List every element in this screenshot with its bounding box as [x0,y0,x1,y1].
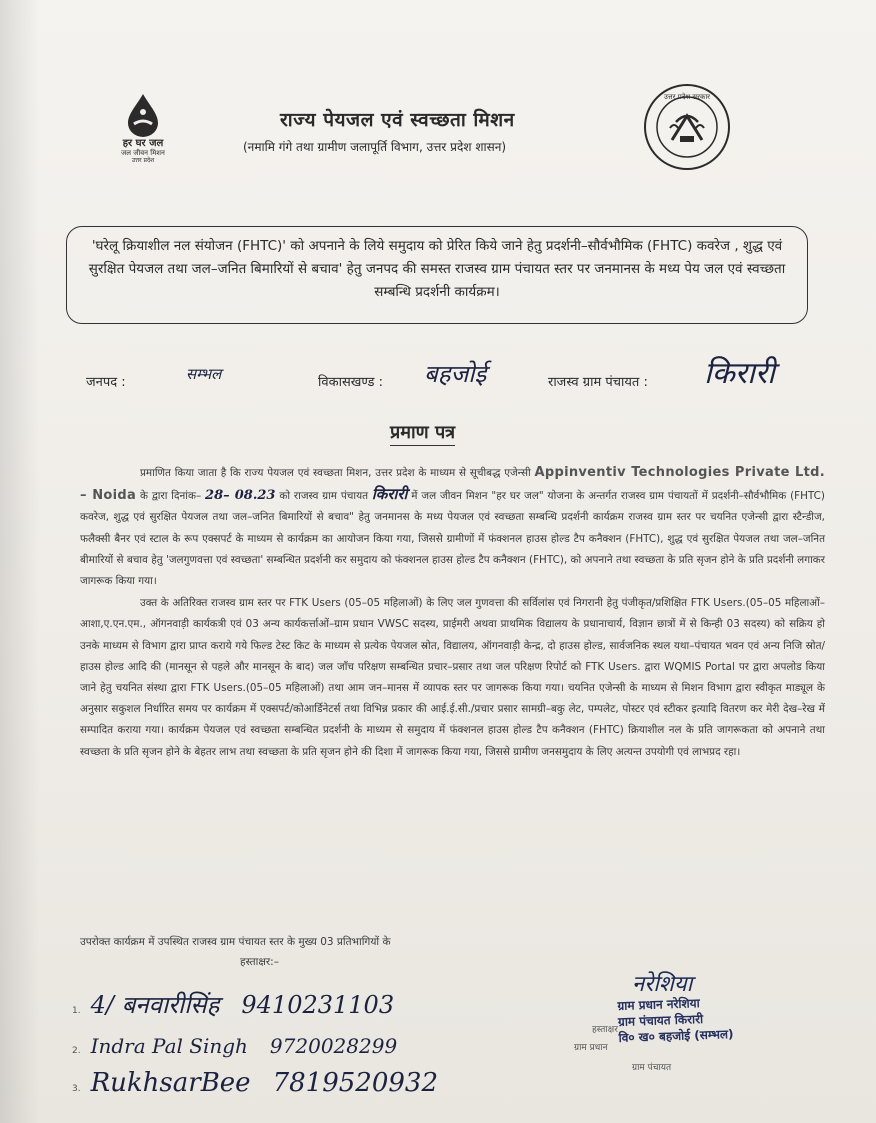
participant-phone: 9410231103 [241,991,395,1019]
participant-number: 1. [72,1006,81,1016]
page-subtitle: (नमामि गंगे तथा ग्रामीण जलापूर्ति विभाग, उत्तर प्रदेश शासन) [243,140,507,154]
up-government-seal [642,82,732,172]
certificate-paragraph-2: उक्त के अतिरिक्त राजस्व ग्राम स्तर पर FTK Users (05–05 महिलाओं) के लिए जल गुणवत्ता की सर्विलांस एवं निगरानी हेतु पंजीकृत/प्रशिक्षित FTK Users.(05–05 महिलाओं–आशा,ए.एन.एम., ऑगनवाड़ी कार्यकत्री एवं 03 अन्य कार्यकर्त्ताओं–ग्राम प्रधान VWSC सदस्य, प्राईमरी अथवा प्राथमिक विद्यालय के प्रधानाचार्य, विज्ञान छात्रों में से किन्ही 03 सदस्य) को सक्रिय हो उनके माध्यम से विभाग द्वारा प्राप्त कराये गये फिल्ड टेस्ट किट के माध्यम से प्रत्येक पेयजल स्रोत, विद्यालय, ऑगनवाड़ी केन्द्र, दो हाउस होल्ड, सार्वजनिक स्थल यथा–पंचायत भवन एवं अन्य निजि स्रोत/हाउस होल्ड आदि की (मानसून से पहले और मानसून के बाद) जल जाँच परिक्षण सम्बन्धित प्रचार–प्रसार तथा जल परिक्षण रिपोर्ट को FTK Users. द्वारा WQMIS Portal पर द्वारा अपलोड किया जाने हेतु चयनित संस्था द्वारा FTK Users.(05–05 महिलाओं) तथा आम जन–मानस में व्यापक स्तर पर जागरूक किया गया। चयनित एजेन्सी के माध्यम से मिशन विभाग द्वारा स्वीकृत माड्यूल के अनुसार सकुशल निर्धारित समय पर कार्यक्रम में एक्सपर्ट/कोआर्डिनेटर्स तथा विभिन्न प्रकार की आई.ई.सी./प्रचार प्रसार सामग्री–बकु लेट, पम्पलेट, पोस्टर एवं स्टीकर इत्यादि वितरण कर मेरी देख–रेख में सम्पादित कराया गया। कार्यक्रम पेयजल एवं स्वच्छता सम्बन्धित प्रदर्शनी के माध्यम से समुदाय में फंक्शनल हाउस होल्ड टैप कनैक्शन (FHTC) क्रियाशील नल के प्रति जागरूकता को अपनाने तथा स्वच्छता के प्रति सृजन होने के बेहतर लाभ तथा स्वच्छता के प्रति सृजन होने की दिशा में जागरूक किया गया, जिससे ग्रामीण जनसमुदाय के लिए अत्यन्त उपयोगी एवं लाभप्रद रहा। [80,597,825,758]
stamp-line-3: वि० ख० बहजोई (सम्भल) [618,1026,734,1045]
pradhan-label: ग्राम प्रधान [574,1043,608,1053]
har-ghar-jal-logo [108,92,178,164]
participant-name: 4/ बनवारीसिंह [90,991,220,1019]
participant-row [72,1068,438,1098]
janpad-value: सम्भल [186,365,222,383]
logo-line-3: उत्तर प्रदेश [131,157,155,164]
closing-line-2: हस्ताक्षर:– [240,956,279,968]
pradhan-signature: नरेशिया [632,972,693,997]
p1-text-d: में जल जीवन मिशन "हर घर जल" योजना के अन्तर्गत राजस्व ग्राम पंचायतों में प्रदर्शनी–सौर्वभौमिक (FHTC) कवरेज, शुद्ध एवं सुरक्षित पेयजल तथा जल–जनित बिमारियों से बचाव" हेतु जनमानस के मध्य पेयजल एवं स्वच्छता सम्बन्धि प्रदर्शनी कार्यक्रम राजस्व ग्राम स्तर पर चयनित एजेन्सी द्वारा स्टैन्डीज, फलैक्सी बैनर एवं स्टाल के रूप एक्सपर्ट के माध्यम से कार्यक्रम का आयोजन किया गया, जिससे ग्रामीणों में फंक्शनल हाउस होल्ड टैप कनैक्शन (FHTC), शुद्ध एवं सुरक्षित पेयजल तथा जल–जनित बीमारियों से बचाव हेतु 'जलगुणवत्ता एवं स्वच्छता' सम्बन्धित प्रदर्शनी कर समुदाय को फंक्शनल हाउस होल्ड टैप कनैक्शन (FHTC), को अपनाने तथा स्वच्छता के प्रति सृजन होने के प्रति प्रदर्शनी लगाकर जागरूक किया गया। [80,490,825,588]
program-title-box [66,226,808,324]
stamp-line-1: ग्राम प्रधान नरेशिया [617,996,700,1014]
date-day: 28 [205,488,224,504]
participant-number: 2. [72,1046,81,1056]
certificate-body [80,462,825,763]
pradhan-stamp [617,994,734,1046]
location-fields [86,356,826,397]
gp-label: ग्राम पंचायत [632,1063,672,1073]
participant-row [72,1034,397,1058]
program-title-text: 'घरेलू क्रियाशील नल संयोजन (FHTC)' को अपनाने के लिये समुदाय को प्रेरित किये जाने हेतु प्रदर्शनी–सौर्वभौमिक (FHTC) कवरेज , शुद्ध एवं सुरक्षित पेयजल तथा जल–जनित बिमारियों से बचाव' हेतु जनपद की समस्त राजस्व ग्राम पंचायत स्तर पर जनमानस के मध्य पेय जल एवं स्वच्छता सम्बन्धि प्रदर्शनी कार्यक्रम। [88,238,786,300]
gram-panchayat-label: राजस्व ग्राम पंचायत : [548,375,648,390]
seal-text: उत्तर प्रदेश सरकार [663,93,711,101]
p1-text-c: को राजस्व ग्राम पंचायत [279,490,369,503]
p1-text-a: प्रमाणित किया जाता है कि राज्य पेयजल एवं स्वच्छता मिशन, उत्तर प्रदेश के माध्यम से सूचीबद्ध एजेन्सी [140,467,531,479]
page-shadow [0,0,40,1123]
participant-phone: 9720028299 [269,1034,398,1058]
participant-number: 3. [72,1084,81,1094]
block-label: विकासखण्ड : [318,375,384,390]
water-drop-icon [122,92,164,138]
participant-row [72,988,394,1021]
closing-line-1: उपरोक्त कार्यक्रम में उपस्थित राजस्व ग्राम पंचायत स्तर के मुख्य 03 प्रतिभागियों के [80,936,391,948]
gram-panchayat-value: किरारी [704,356,775,391]
p1-text-b: के द्वारा दिनांक– [139,490,202,503]
emblem-icon [642,82,732,172]
gp-name-handwritten: किरारी [371,485,408,504]
signatory-block [570,968,810,1078]
page-title: राज्य पेयजल एवं स्वच्छता मिशन [280,109,515,131]
logo-line-2: जल जीवन मिशन [121,149,165,157]
participant-phone: 7819520932 [272,1068,438,1098]
logo-line-1: हर घर जल [122,138,164,149]
janpad-label: जनपद : [86,375,126,390]
date-rest: – 08.23 [223,488,276,504]
agency-name: Appinventiv Technologies Private Ltd. – Noida [80,465,825,504]
certificate-paragraph-1 [80,462,825,592]
certificate-title: प्रमाण पत्र [390,420,455,446]
sign-label: हस्ताक्षर [592,1025,618,1035]
participant-name: RukhsarBee [90,1068,251,1098]
block-value: बहजोई [424,360,487,388]
stamp-line-2: ग्राम पंचायत किरारी [617,1012,704,1030]
closing-text [80,932,580,972]
participant-name: Indra Pal Singh [90,1034,248,1058]
